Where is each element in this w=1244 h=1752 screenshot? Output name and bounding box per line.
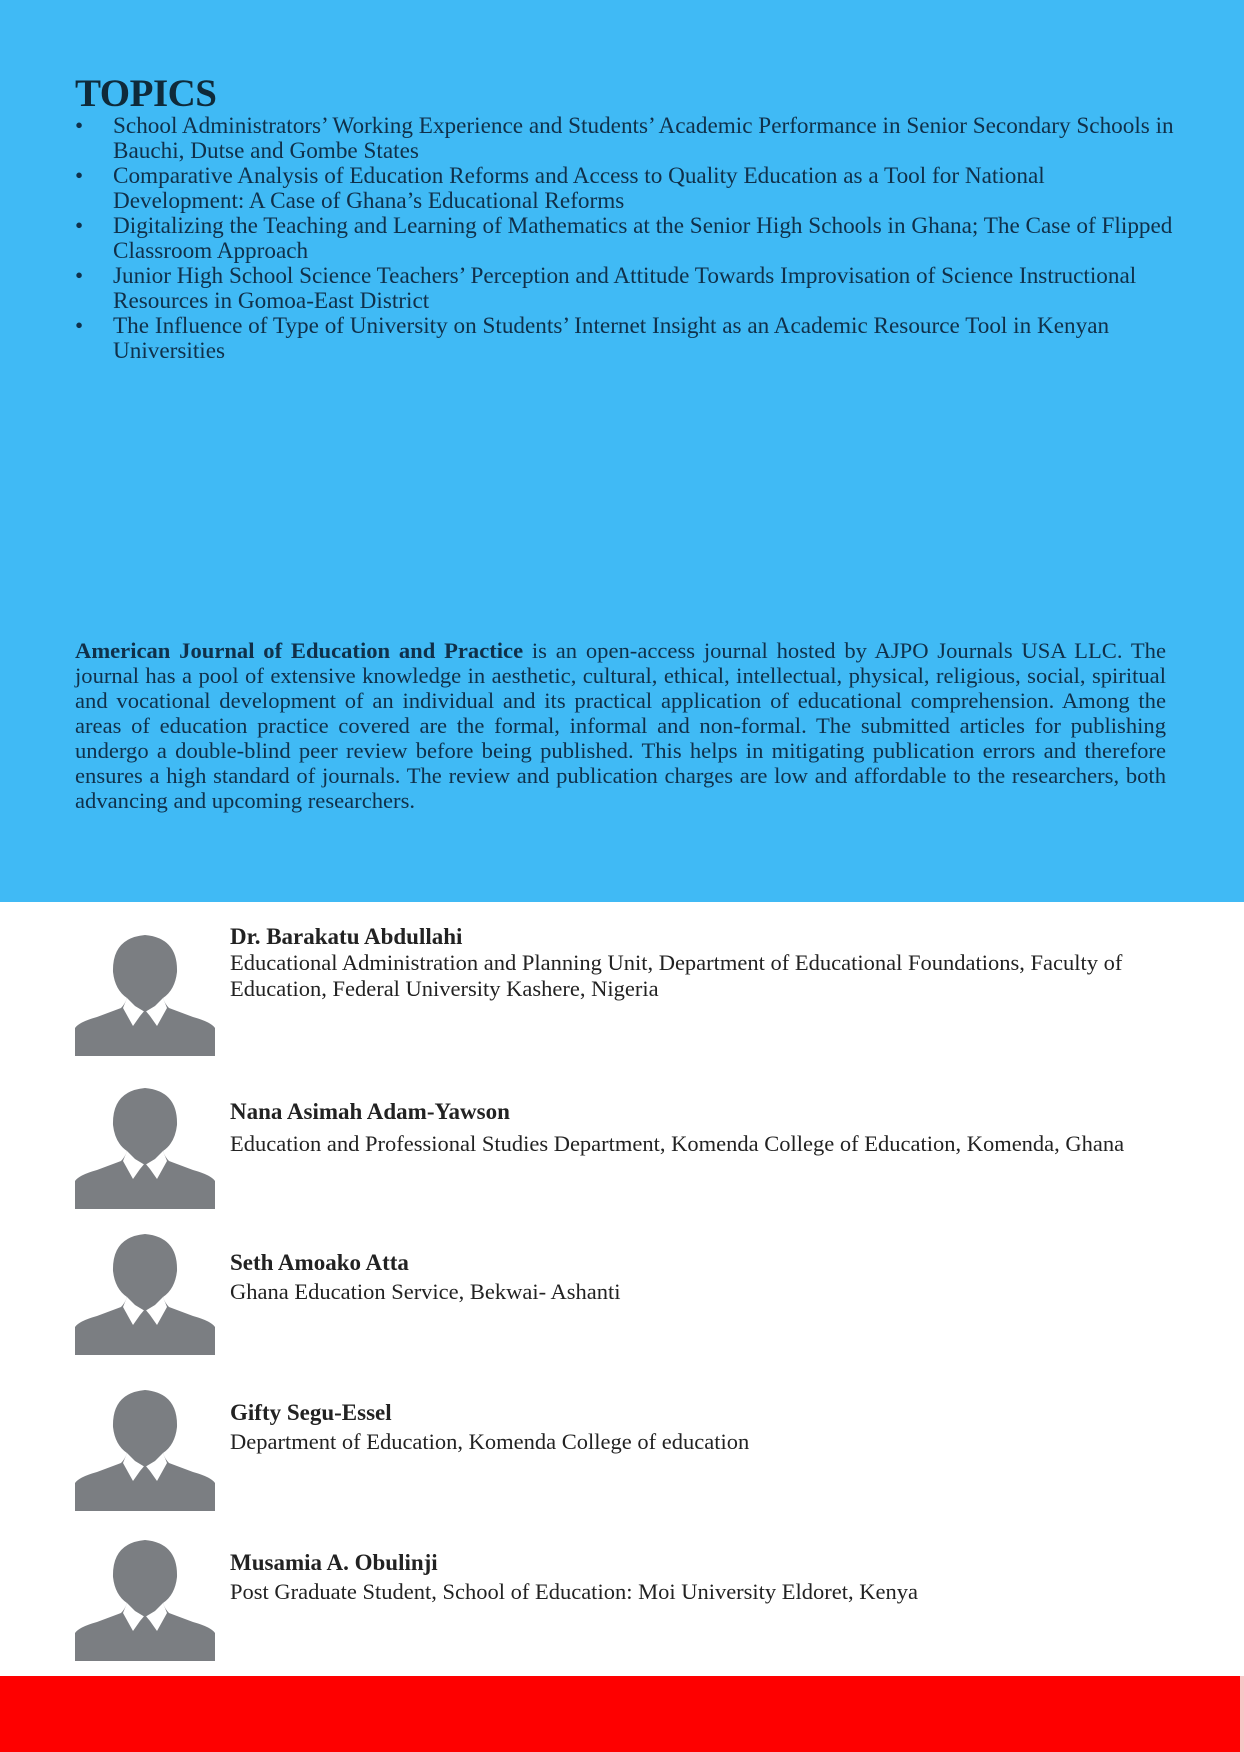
- author-name: Gifty Segu-Essel: [230, 1400, 392, 1425]
- journal-name: American Journal of Education and Practice: [75, 638, 524, 663]
- topic-item: [75, 314, 1175, 364]
- author-name: Seth Amoako Atta: [230, 1250, 409, 1275]
- author-affiliation: Department of Education, Komenda College of education: [230, 1429, 750, 1454]
- author-name: Nana Asimah Adam-Yawson: [230, 1099, 510, 1124]
- topics-list: [75, 114, 1175, 364]
- author-affiliation: Ghana Education Service, Bekwai- Ashanti: [230, 1279, 621, 1304]
- topic-item: [75, 114, 1175, 164]
- journal-description-text: is an open-access journal hosted by AJPO Journals USA LLC. The journal has a pool of extensive knowledge in aesthetic, cultural, ethical, intellectual, physical, religious, social, spiritual and vocational development of an individual and its practical application of educational comprehension. Among the areas of education practice covered are the formal, informal and non-formal. The submitted articles for publishing undergo a double-blind peer review before being published. This helps in mitigating publication errors and therefore ensures a high standard of journals. The review and publication charges are low and affordable to the researchers, both advancing and upcoming researchers.: [75, 638, 1166, 813]
- footer-band-edge: [1240, 1676, 1244, 1752]
- bullet-icon: •: [75, 313, 84, 339]
- topic-text: The Influence of Type of University on Students’ Internet Insight as an Academic Resource Tool in Kenyan Universities: [113, 313, 1110, 364]
- author-name: Dr. Barakatu Abdullahi: [230, 924, 463, 949]
- author-name: Musamia A. Obulinji: [230, 1550, 438, 1575]
- author-affiliation: Post Graduate Student, School of Education: Moi University Eldoret, Kenya: [230, 1579, 919, 1604]
- journal-description: [75, 638, 1166, 813]
- bullet-icon: •: [75, 213, 84, 239]
- topics-heading: TOPICS: [75, 72, 217, 115]
- bullet-icon: •: [75, 163, 84, 189]
- footer-band: [0, 1676, 1240, 1752]
- topic-text: Comparative Analysis of Education Reforms and Access to Quality Education as a Tool for National Development: A Case of Ghana’s Educational Reforms: [113, 163, 1045, 214]
- topic-item: [75, 264, 1175, 314]
- person-silhouette-icon: [75, 1385, 215, 1511]
- person-silhouette-icon: [75, 1535, 215, 1661]
- topic-text: School Administrators’ Working Experience and Students’ Academic Performance in Senior Secondary Schools in Bauchi, Dutse and Gombe States: [113, 113, 1174, 164]
- topic-item: [75, 164, 1175, 214]
- topic-text: Junior High School Science Teachers’ Perception and Attitude Towards Improvisation of Science Instructional Resources in Gomoa-East District: [113, 263, 1137, 314]
- person-silhouette-icon: [75, 1229, 215, 1355]
- topic-text: Digitalizing the Teaching and Learning of Mathematics at the Senior High Schools in Ghana; The Case of Flipped Classroom Approach: [113, 213, 1173, 264]
- author-affiliation: Education and Professional Studies Department, Komenda College of Education, Komenda, Ghana: [230, 1131, 1125, 1156]
- bullet-icon: •: [75, 263, 84, 289]
- person-silhouette-icon: [75, 930, 215, 1056]
- person-silhouette-icon: [75, 1083, 215, 1209]
- author-affiliation: Educational Administration and Planning Unit, Department of Educational Foundations, Faculty of Education, Federal University Kashere, Nigeria: [230, 950, 1123, 1001]
- topic-item: [75, 214, 1175, 264]
- bullet-icon: •: [75, 113, 84, 139]
